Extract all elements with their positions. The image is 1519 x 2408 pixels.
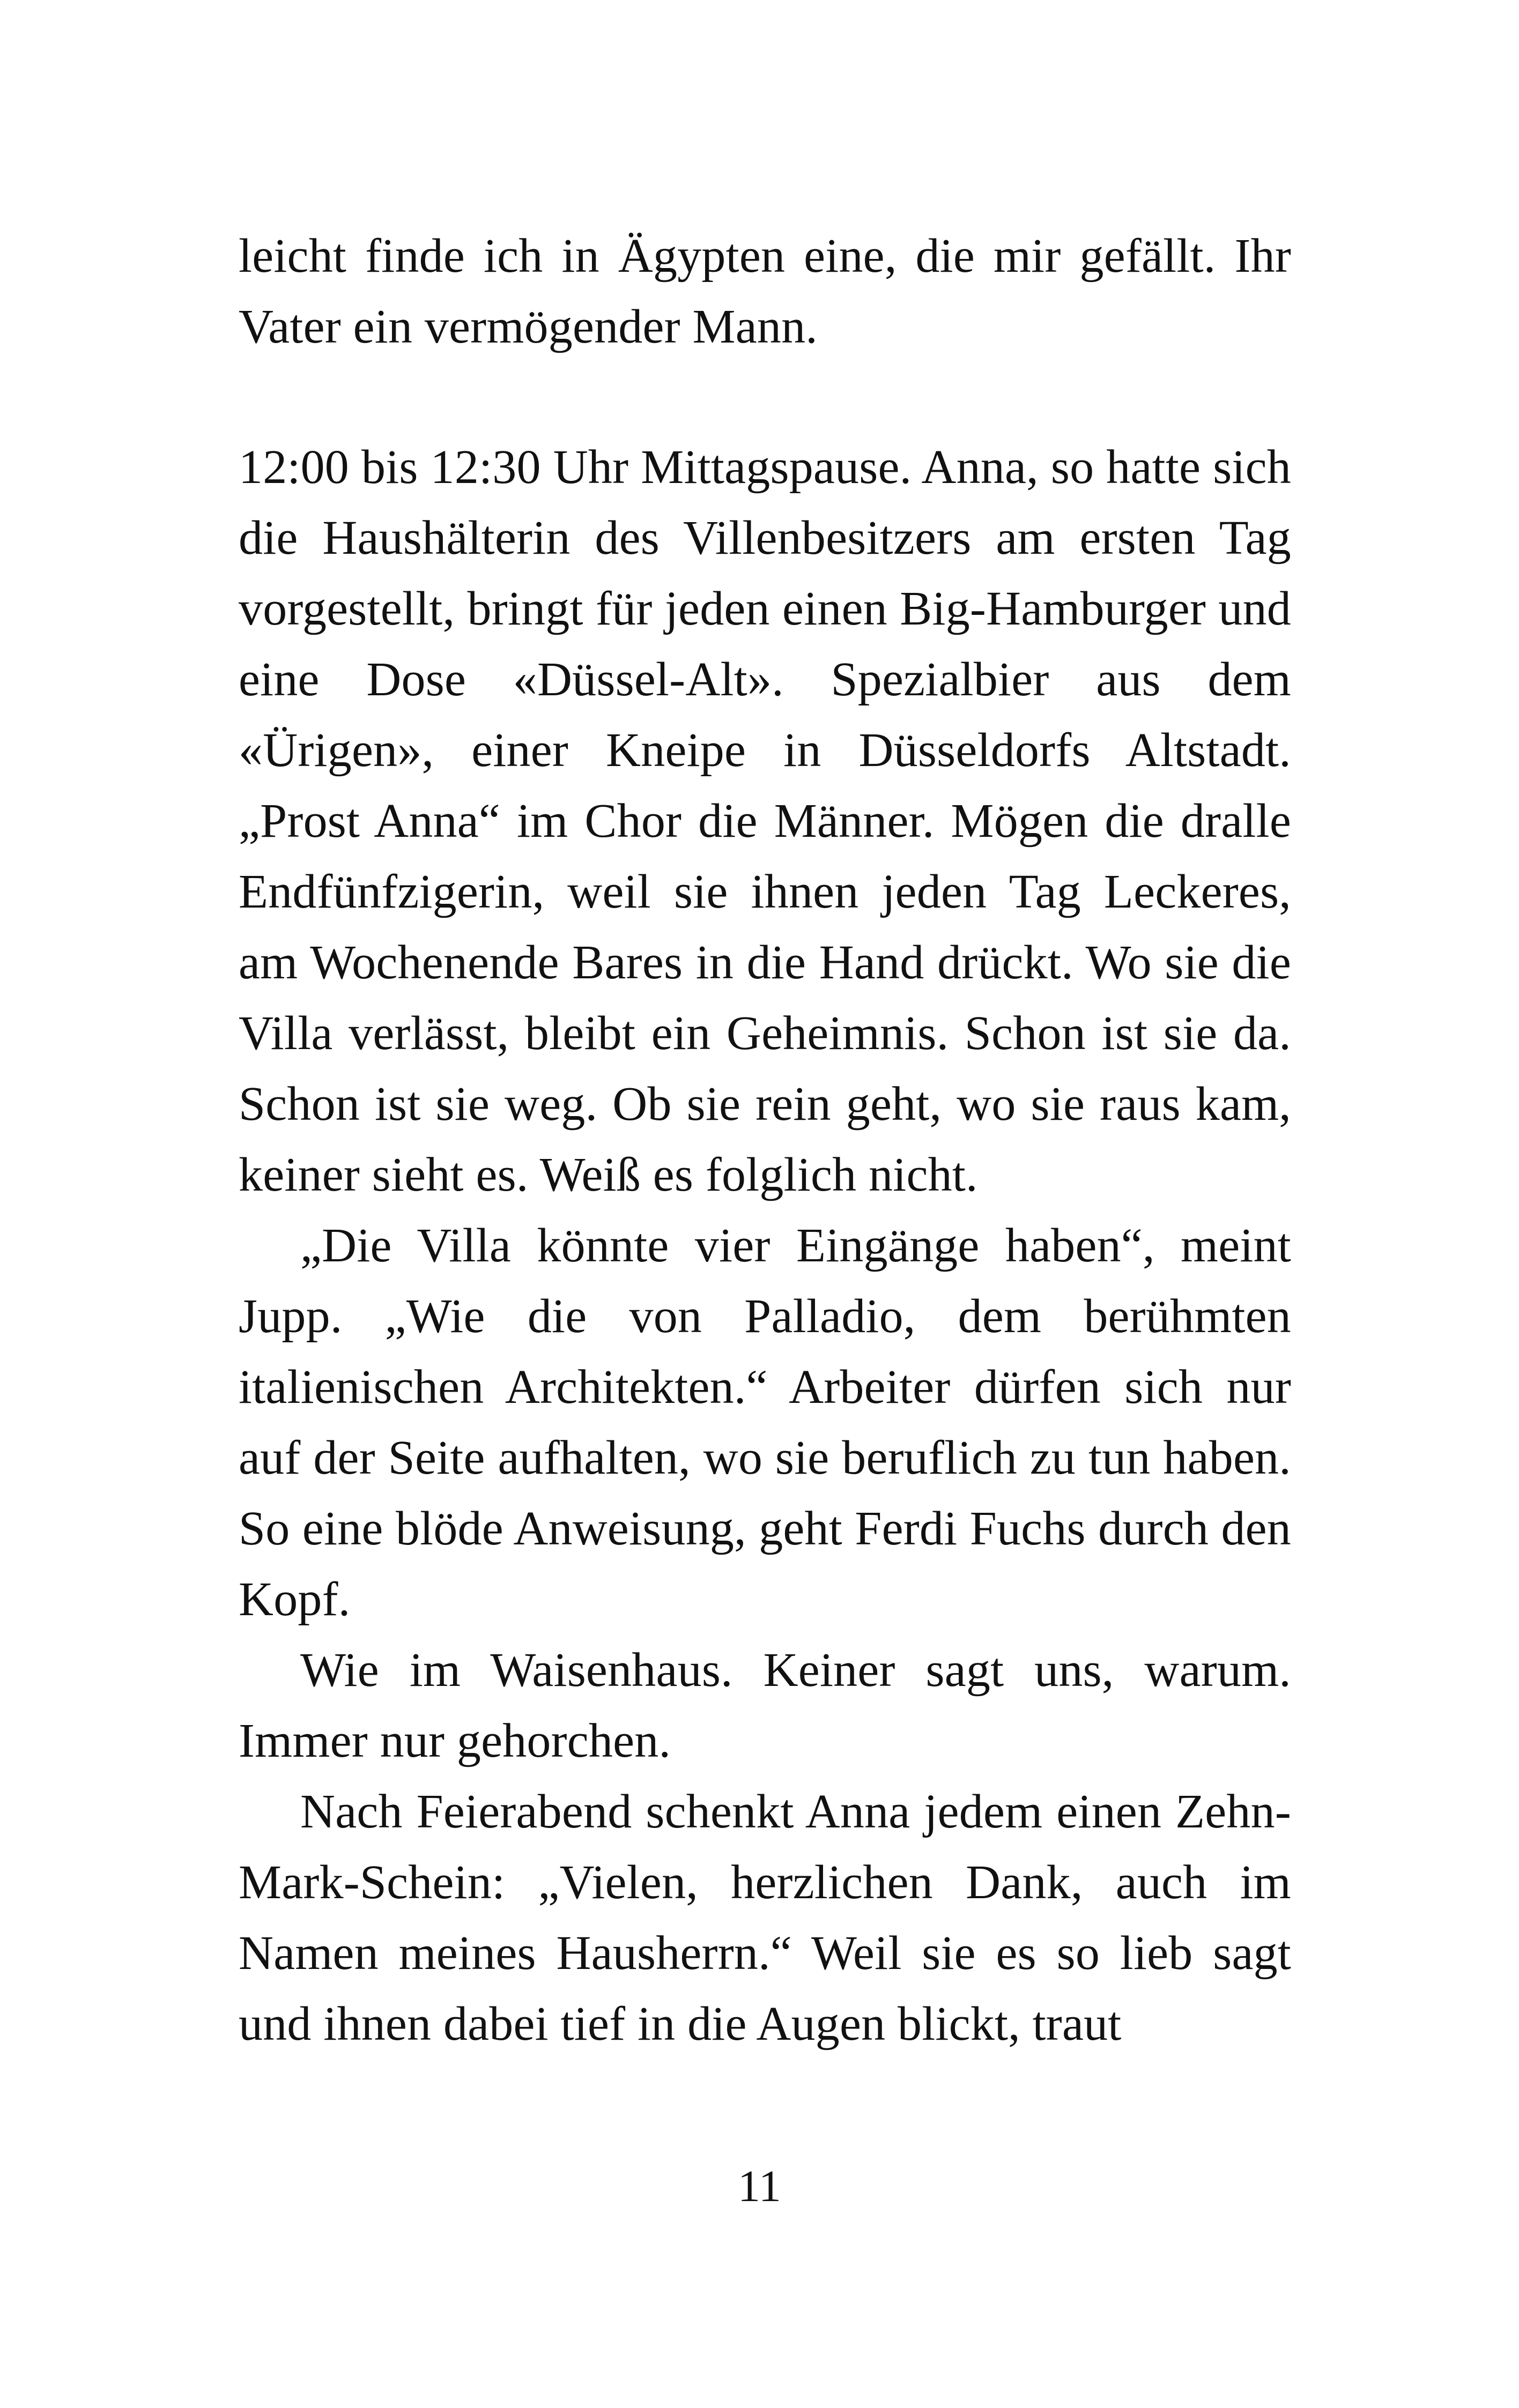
paragraph-villa-entrances: „Die Villa könnte vier Eingänge haben“, meint Jupp. „Wie die von Palladio, dem berühmten italienischen Architekten.“ Arbeiter dürfen sich nur auf der Seite aufhalten, wo sie beruflich zu tun haben. So eine blöde Anweisung, geht Ferdi Fuchs durch den Kopf. [239,1219,1291,1626]
top-text-block [239,221,1291,362]
main-text-block [239,432,1291,2060]
paragraph-lunch-break: 12:00 bis 12:30 Uhr Mittagspause. Anna, so hatte sich die Haushälterin des Villenbesitzers am ersten Tag vorgestellt, bringt für jeden einen Big-Hamburger und eine Dose «Düssel-Alt». Spezialbier aus dem «Ürigen», einer Kneipe in Düsseldorfs Altstadt. „Prost Anna“ im Chor die Männer. Mögen die dralle Endfünfzigerin, weil sie ihnen jeden Tag Leckeres, am Wochenende Bares in die Hand drückt. Wo sie die Villa verlässt, bleibt ein Geheimnis. Schon ist sie da. Schon ist sie weg. Ob sie rein geht, wo sie raus kam, keiner sieht es. Weiß es folglich nicht. [239,441,1291,1201]
page-number: 11 [738,2161,781,2211]
paragraph-continuation: leicht finde ich in Ägypten eine, die mir gefällt. Ihr Vater ein vermögender Mann. [239,229,1291,353]
paragraph-orphanage: Wie im Waisenhaus. Keiner sagt uns, warum. Immer nur gehorchen. [239,1644,1291,1767]
paragraph-after-work: Nach Feierabend schenkt Anna jedem einen Zehn-Mark-Schein: „Vielen, herzlichen Dank, auch im Namen meines Hausherrn.“ Weil sie es so lieb sagt und ihnen dabei tief in die Augen blickt, traut [239,1785,1291,2050]
